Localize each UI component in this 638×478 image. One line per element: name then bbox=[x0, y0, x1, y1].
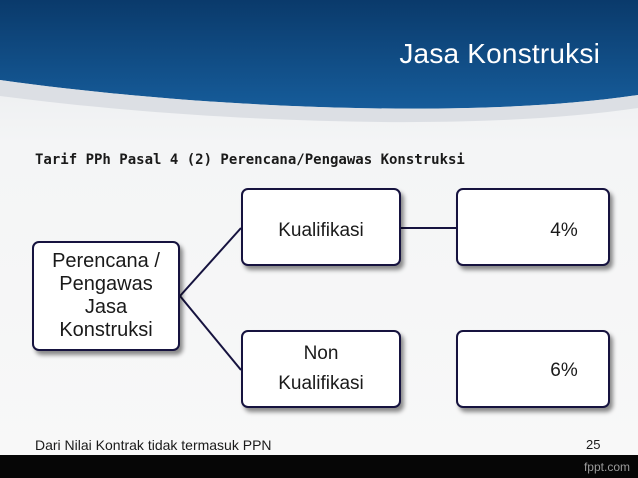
root-node-line: Jasa bbox=[84, 296, 128, 318]
branch-non-kualifikasi-box bbox=[241, 330, 401, 408]
connector-root-non-kualifikasi bbox=[180, 296, 241, 370]
branch-non-kualifikasi-label: Kualifikasi bbox=[278, 373, 364, 394]
rate-kualifikasi-value: 4% bbox=[550, 220, 578, 241]
page-number: 25 bbox=[586, 437, 601, 452]
footer-bar bbox=[0, 455, 638, 478]
rate-non-kualifikasi-box bbox=[456, 330, 610, 408]
root-node-line: Konstruksi bbox=[59, 319, 153, 341]
connector-root-kualifikasi bbox=[180, 228, 241, 296]
slide-title: Jasa Konstruksi bbox=[399, 38, 600, 69]
branch-kualifikasi-box bbox=[241, 188, 401, 266]
slide-subtitle: Tarif PPh Pasal 4 (2) Perencana/Pengawas Konstruksi bbox=[35, 152, 465, 168]
watermark: fppt.com bbox=[583, 460, 630, 474]
rate-non-kualifikasi-value: 6% bbox=[550, 360, 578, 381]
rate-kualifikasi-box bbox=[456, 188, 610, 266]
branch-non-kualifikasi-label: Non bbox=[303, 343, 339, 364]
branch-kualifikasi-label: Kualifikasi bbox=[278, 220, 364, 241]
root-node-line: Perencana / bbox=[52, 250, 160, 272]
footer-note: Dari Nilai Kontrak tidak termasuk PPN bbox=[35, 437, 272, 453]
root-node-line: Pengawas bbox=[59, 273, 153, 295]
root-node-box bbox=[32, 241, 180, 351]
